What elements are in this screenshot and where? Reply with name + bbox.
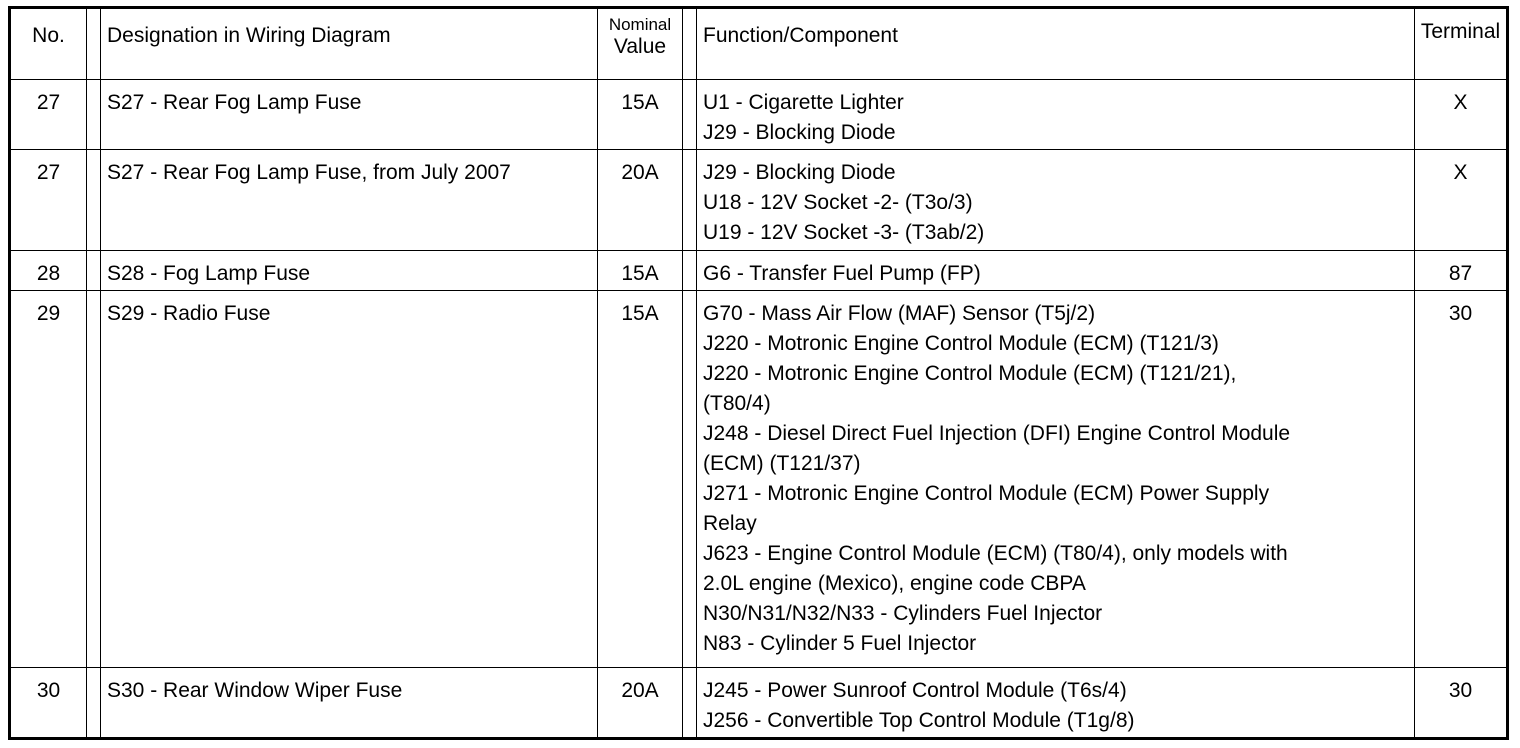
function-component-item: J220 - Motronic Engine Control Module (ECM) (T121/21),: [703, 362, 1237, 386]
function-component-item: J623 - Engine Control Module (ECM) (T80/4), only models with: [703, 542, 1288, 566]
nominal-value: 15A: [598, 291, 683, 667]
function-component-list: [697, 80, 1415, 150]
fuse-number: 27: [10, 150, 87, 251]
function-component-item: G6 - Transfer Fuel Pump (FP): [703, 262, 981, 286]
function-component-item: J245 - Power Sunroof Control Module (T6s/4): [703, 678, 1127, 702]
terminal: X: [1415, 80, 1508, 150]
terminal: 87: [1415, 251, 1508, 291]
row-spacer: [87, 251, 101, 291]
fuse-designation: S27 - Rear Fog Lamp Fuse, from July 2007: [101, 150, 598, 251]
fuse-designation: S30 - Rear Window Wiper Fuse: [101, 667, 598, 738]
function-component-item: J271 - Motronic Engine Control Module (ECM) Power Supply: [703, 482, 1270, 506]
row-spacer: [683, 667, 697, 738]
fuse-number: 27: [10, 80, 87, 150]
function-component-item: (ECM) (T121/37): [703, 452, 861, 476]
function-component-item: U19 - 12V Socket -3- (T3ab/2): [703, 221, 985, 245]
row-spacer: [87, 80, 101, 150]
fuse-table: [8, 6, 1509, 740]
row-spacer: [683, 291, 697, 667]
fuse-number: 29: [10, 291, 87, 667]
nominal-value: 20A: [598, 150, 683, 251]
nominal-value: 15A: [598, 80, 683, 150]
header-designation: Designation in Wiring Diagram: [101, 8, 598, 80]
row-spacer: [683, 150, 697, 251]
terminal: 30: [1415, 667, 1508, 738]
fuse-designation: S29 - Radio Fuse: [101, 291, 598, 667]
row-spacer: [87, 667, 101, 738]
function-component-item: U1 - Cigarette Lighter: [703, 91, 904, 114]
table-row: [10, 667, 1508, 738]
function-component-list: [697, 291, 1415, 667]
header-terminal: Terminal: [1415, 8, 1508, 80]
function-component-item: U18 - 12V Socket -2- (T3o/3): [703, 191, 973, 215]
header-nominal-value: [598, 8, 683, 80]
function-component-list: [697, 251, 1415, 291]
function-component-item: J248 - Diesel Direct Fuel Injection (DFI) Engine Control Module: [703, 422, 1291, 446]
function-component-item: N30/N31/N32/N33 - Cylinders Fuel Injector: [703, 602, 1103, 626]
nominal-value: 20A: [598, 667, 683, 738]
header-row: [10, 8, 1508, 80]
header-spacer: [87, 8, 101, 80]
row-spacer: [87, 150, 101, 251]
function-component-item: 2.0L engine (Mexico), engine code CBPA: [703, 572, 1086, 596]
row-spacer: [87, 291, 101, 667]
terminal: 30: [1415, 291, 1508, 667]
function-component-item: N83 - Cylinder 5 Fuel Injector: [703, 632, 977, 656]
function-component-item: J29 - Blocking Diode: [703, 121, 896, 144]
header-no: No.: [10, 8, 87, 80]
function-component-item: Relay: [703, 512, 757, 536]
function-component-item: (T80/4): [703, 392, 771, 416]
fuse-number: 28: [10, 251, 87, 291]
row-spacer: [683, 251, 697, 291]
table-row: [10, 150, 1508, 251]
function-component-list: [697, 150, 1415, 251]
row-spacer: [683, 80, 697, 150]
fuse-designation: S28 - Fog Lamp Fuse: [101, 251, 598, 291]
header-nominal-label: Nominal: [608, 15, 672, 34]
function-component-item: G70 - Mass Air Flow (MAF) Sensor (T5j/2): [703, 302, 1096, 326]
fuse-number: 30: [10, 667, 87, 738]
terminal: X: [1415, 150, 1508, 251]
header-value-label: Value: [613, 35, 667, 58]
function-component-item: J256 - Convertible Top Control Module (T1g/8): [703, 708, 1135, 732]
table-row: [10, 80, 1508, 150]
table-row: [10, 251, 1508, 291]
function-component-item: J29 - Blocking Diode: [703, 161, 896, 185]
table-body: [10, 80, 1508, 739]
fuse-designation: S27 - Rear Fog Lamp Fuse: [101, 80, 598, 150]
header-function: Function/Component: [697, 8, 1415, 80]
nominal-value: 15A: [598, 251, 683, 291]
function-component-item: J220 - Motronic Engine Control Module (ECM) (T121/3): [703, 332, 1219, 356]
header-spacer: [683, 8, 697, 80]
table-row: [10, 291, 1508, 667]
function-component-list: [697, 667, 1415, 738]
